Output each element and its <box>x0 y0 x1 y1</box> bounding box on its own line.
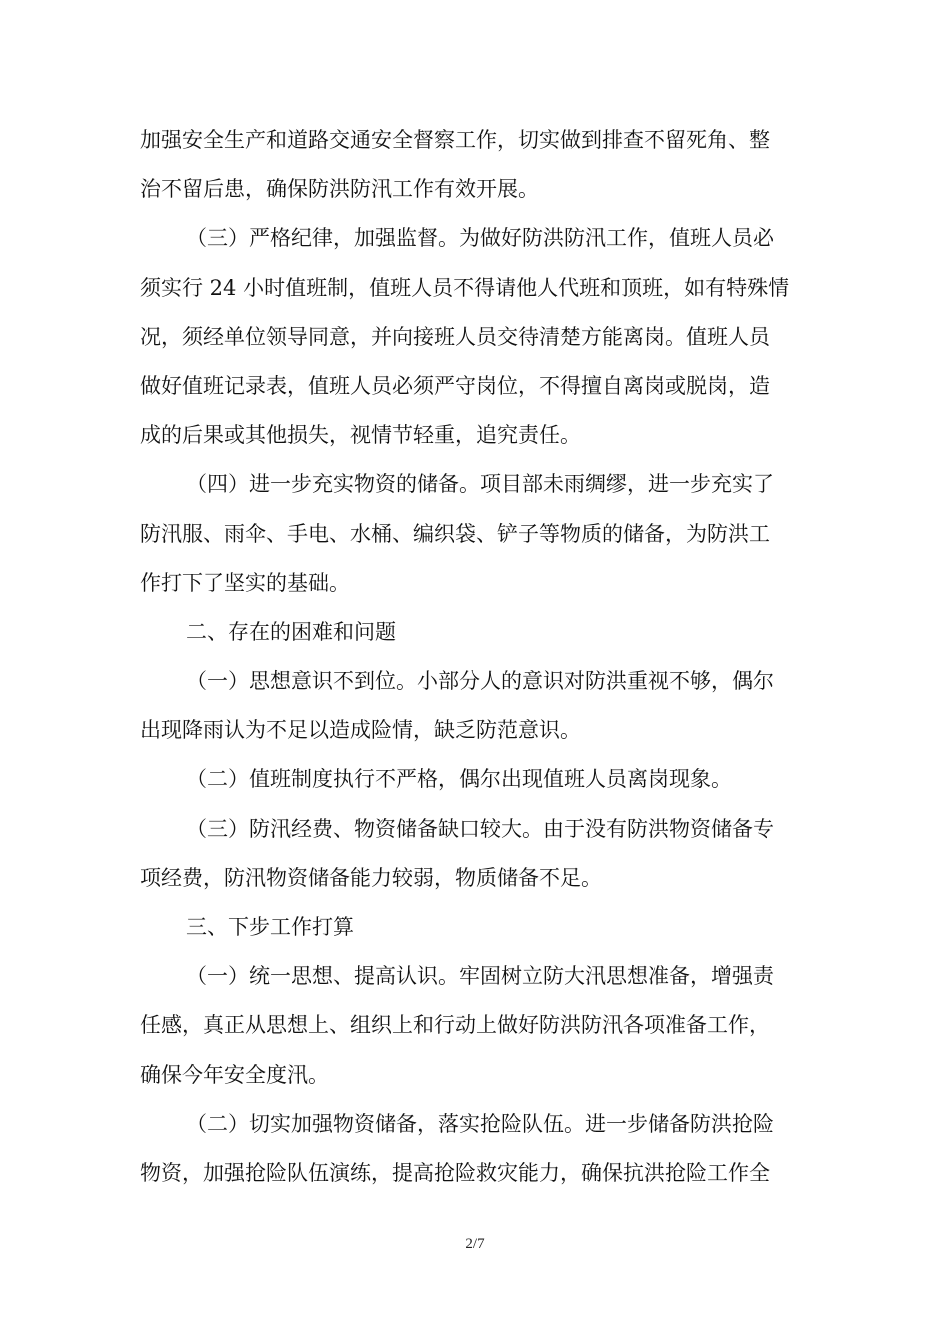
text-line: 二、存在的困难和问题 <box>186 619 396 644</box>
text-line: 物资，加强抢险队伍演练，提高抢险救灾能力，确保抗洪抢险工作全 <box>140 1160 770 1185</box>
text-line: 加强安全生产和道路交通安全督察工作，切实做到排查不留死角、整 <box>140 128 770 152</box>
text-line: （四）进一步充实物资的储备。项目部未雨绸缪，进一步充实了 <box>186 472 774 497</box>
text-line: 治不留后患，确保防洪防汛工作有效开展。 <box>140 177 539 202</box>
text-line: 况，须经单位领导同意，并向接班人员交待清楚方能离岗。值班人员 <box>140 324 770 349</box>
text-line: （二）切实加强物资储备，落实抢险队伍。进一步储备防洪抢险 <box>186 1111 774 1136</box>
text-line: 防汛服、雨伞、手电、水桶、编织袋、铲子等物质的储备，为防洪工 <box>140 521 770 546</box>
text-line: （二）值班制度执行不严格，偶尔出现值班人员离岗现象。 <box>186 767 732 792</box>
text-line: （一）思想意识不到位。小部分人的意识对防洪重视不够，偶尔 <box>186 669 774 694</box>
text-line: 三、下步工作打算 <box>186 915 354 939</box>
text-line: 任感，真正从思想上、组织上和行动上做好防洪防汛各项准备工作， <box>140 1013 770 1038</box>
text-line: （三）严格纪律，加强监督。为做好防洪防汛工作，值班人员必 <box>186 226 774 251</box>
text-line: 项经费，防汛物资储备能力较弱，物质储备不足。 <box>140 865 602 890</box>
document-body <box>140 116 822 1198</box>
text-line: 做好值班记录表，值班人员必须严守岗位，不得擅自离岗或脱岗，造 <box>140 373 770 398</box>
text-line: 确保今年安全度汛。 <box>140 1062 329 1087</box>
text-line: （三）防汛经费、物资储备缺口较大。由于没有防洪物资储备专 <box>186 816 774 841</box>
text-line: 须实行 24 小时值班制，值班人员不得请他人代班和顶班，如有特殊情 <box>140 275 790 300</box>
text-line: （一）统一思想、提高认识。牢固树立防大汛思想准备，增强责 <box>186 964 774 989</box>
text-line: 出现降雨认为不足以造成险情，缺乏防范意识。 <box>140 718 581 743</box>
text-line: 作打下了坚实的基础。 <box>140 570 350 595</box>
page-number: 2/7 <box>465 1236 485 1252</box>
text-line: 成的后果或其他损失，视情节轻重，追究责任。 <box>140 423 581 448</box>
